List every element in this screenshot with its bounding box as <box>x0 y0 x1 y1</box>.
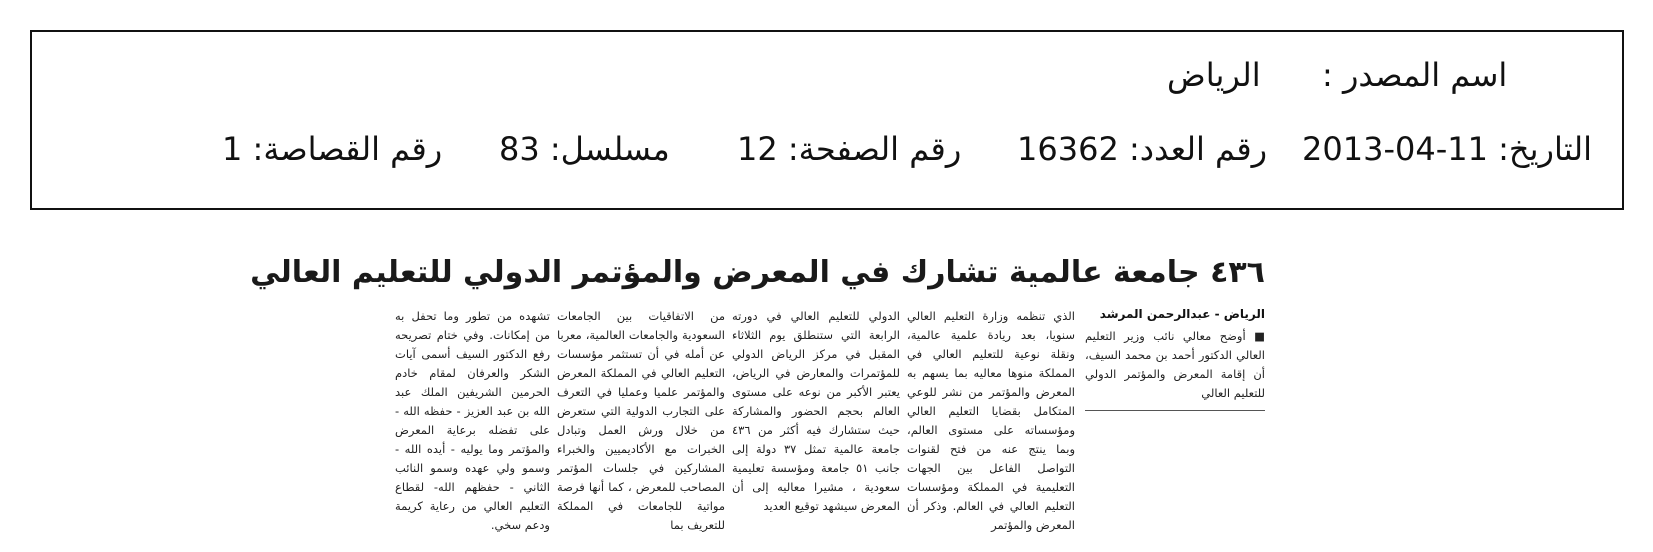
article-column-2: الذي تنظمه وزارة التعليم العالي سنويا، بعد ريادة علمية عالمية، ونقلة نوعية للتعليم العالي في المملكة منوها معاليه بما يسهم به المعرض والمؤتمر من نشر للوعي المتكامل بقضايا التعليم العالي ومؤسساته على مستوى العالم، وبما ينتج عنه من فتح لقنوات التواصل الفاعل بين الجهات التعليمية في المملكة ومؤسسات التعليم العالي في العالم. وذكر أن المعرض والمؤتمر <box>907 309 1075 532</box>
article-column-1: ■ أوضح معالي نائب وزير التعليم العالي الدكتور أحمد بن محمد السيف، أن إقامة المعرض والمؤتمر الدولي للتعليم العالي <box>1085 329 1265 400</box>
serial-field: مسلسل: 83 <box>499 130 670 168</box>
source-value: الرياض <box>1167 56 1261 94</box>
article-column-3: الدولي للتعليم العالي في دورته الرابعة التي ستنطلق يوم الثلاثاء المقبل في مركز الرياض الدولي للمؤتمرات والمعارض في الرياض، يعتبر الأكبر من نوعه على مستوى العالم بحجم الحضور والمشاركة حيث ستشارك فيه أكثر من ٤٣٦ جامعة عالمية تمثل ٣٧ دولة إلى جانب ٥١ جامعة ومؤسسة تعليمية سعودية ، مشيرا معاليه إلى أن المعرض سيشهد توقيع العديد <box>732 309 900 513</box>
byline-divider <box>1085 410 1265 411</box>
article-title: ٤٣٦ جامعة عالمية تشارك في المعرض والمؤتمر الدولي للتعليم العالي <box>250 255 1265 290</box>
article-byline: الرياض - عبدالرحمن المرشد <box>1099 307 1265 321</box>
source-label: اسم المصدر : <box>1322 56 1508 94</box>
newspaper-clipping <box>250 245 1265 545</box>
clipping-metadata-box <box>30 30 1624 210</box>
issue-number-field: رقم العدد: 16362 <box>1017 130 1268 168</box>
page-number-field: رقم الصفحة: 12 <box>737 130 962 168</box>
clip-number-field: رقم القصاصة: 1 <box>222 130 443 168</box>
article-column-4: من الاتفاقيات بين الجامعات السعودية والجامعات العالمية، معربا عن أمله في أن تستثمر مؤسسات التعليم العالي في المملكة المعرض والمؤتمر علميا وعمليا في التعرف على التجارب الدولية التي ستعرض من خلال ورش العمل وتبادل الخبرات مع الأكاديميين والخبراء المشاركين في جلسات المؤتمر المصاحب للمعرض ، كما أنها فرصة مواتية للجامعات في المملكة للتعريف بما <box>557 309 725 532</box>
date-field: التاريخ: 11-04-2013 <box>1302 130 1592 168</box>
article-column-5: تشهده من تطور وما تحفل به من إمكانات. وفي ختام تصريحه رفع الدكتور السيف أسمى آيات الشكر والعرفان لمقام خادم الحرمين الشريفين الملك عبد الله بن عبد العزيز - حفظه الله - على تفضله برعاية المعرض والمؤتمر وما يوليه - أيده الله - وسمو ولي عهده وسمو النائب الثاني - حفظهم الله- لقطاع التعليم العالي من رعاية كريمة ودعم سخي. <box>395 309 550 532</box>
